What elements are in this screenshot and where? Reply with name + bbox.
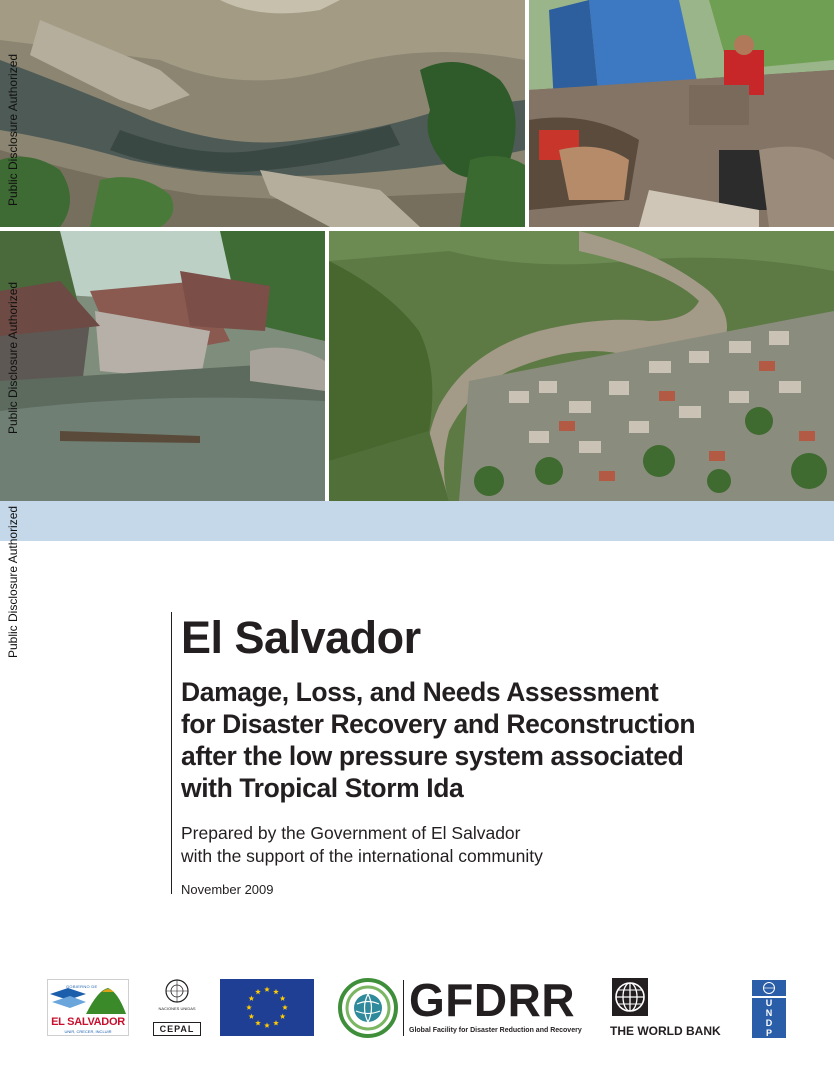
eu-star-icon: [273, 1020, 279, 1025]
gfdrr-logo: [337, 976, 597, 1040]
eu-star-icon: [249, 996, 255, 1001]
subtitle-line: for Disaster Recovery and Reconstruction: [181, 709, 696, 739]
eu-star-icon: [246, 1005, 252, 1010]
eu-star-icon: [280, 996, 286, 1001]
undp-emblem-icon: [752, 980, 786, 996]
report-title: El Salvador: [181, 612, 421, 663]
cepal-name: CEPAL: [153, 1022, 201, 1036]
el-salvador-logo: [47, 979, 129, 1036]
photo-aerial-mudslide: [329, 231, 834, 501]
undp-logo: [752, 980, 786, 1037]
photo-collapsed-bridge: [0, 0, 525, 227]
undp-letter: N: [752, 1008, 786, 1018]
prepared-line: with the support of the international community: [181, 846, 543, 866]
gfdrr-tagline: Global Facility for Disaster Reduction and Recovery: [409, 1027, 582, 1034]
eu-star-icon: [255, 1020, 261, 1025]
photo-storm-debris: [529, 0, 834, 227]
disclosure-stamp: Public Disclosure Authorized: [6, 505, 20, 658]
prepared-line: Prepared by the Government of El Salvador: [181, 823, 521, 843]
prepared-by: [181, 822, 543, 868]
subtitle-line: with Tropical Storm Ida: [181, 773, 464, 803]
eu-star-icon: [280, 1014, 286, 1019]
report-subtitle: [181, 676, 821, 804]
eu-stars-icon: [220, 979, 314, 1036]
eu-logo: [220, 979, 314, 1036]
cepal-un-text: NACIONES UNIDAS: [158, 1006, 196, 1011]
subtitle-line: Damage, Loss, and Needs Assessment: [181, 677, 659, 707]
gfdrr-name: GFDRR: [409, 974, 576, 1026]
eu-star-icon: [255, 989, 261, 994]
eu-star-icon: [282, 1005, 288, 1010]
gfdrr-divider: [403, 980, 404, 1036]
el-salvador-motto: UNIR, CRECER, INCLUIR: [64, 1029, 112, 1034]
photo-flooded-houses: [0, 231, 325, 501]
eu-star-icon: [273, 989, 279, 994]
undp-letter: P: [752, 1028, 786, 1038]
photo-band: [0, 501, 834, 541]
eu-star-icon: [264, 1023, 270, 1028]
gfdrr-globe-icon: [337, 977, 399, 1039]
world-bank-name: THE WORLD BANK: [610, 1024, 721, 1038]
title-rule: [171, 612, 172, 894]
undp-letter: D: [752, 1018, 786, 1028]
world-bank-globe-icon: [612, 978, 648, 1018]
world-bank-logo: [610, 976, 736, 1040]
un-emblem-icon: [152, 978, 202, 1006]
undp-letter: U: [752, 998, 786, 1008]
eu-star-icon: [249, 1014, 255, 1019]
disclosure-stamp: Public Disclosure Authorized: [6, 281, 20, 434]
disclosure-stamp: Public Disclosure Authorized: [6, 53, 20, 206]
el-salvador-name: EL SALVADOR: [51, 1016, 125, 1028]
eu-star-icon: [264, 987, 270, 992]
cepal-logo: [152, 978, 202, 1038]
publication-date: November 2009: [181, 882, 274, 897]
el-salvador-top-text: GOBIERNO DE: [66, 984, 98, 989]
subtitle-line: after the low pressure system associated: [181, 741, 684, 771]
